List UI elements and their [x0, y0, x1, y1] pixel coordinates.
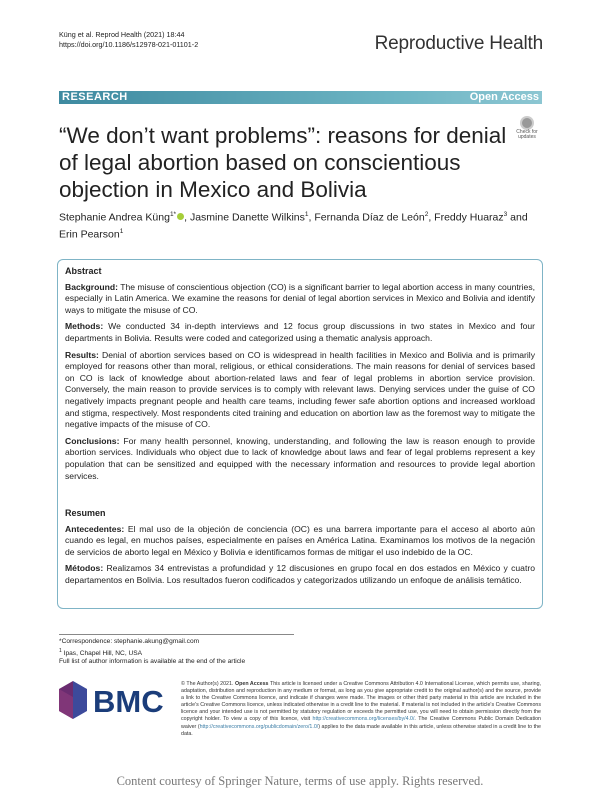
section-label: RESEARCH — [62, 91, 128, 103]
journal-name: Reproductive Health — [374, 33, 543, 54]
resumen-antecedentes — [65, 524, 535, 559]
full-list-note: Full list of author information is available at the end of the article — [59, 658, 246, 666]
courtesy-note: Content courtesy of Springer Nature, terms of use apply. Rights reserved. — [116, 774, 484, 788]
section-text: The misuse of conscientious objection (CO) is a significant barrier to legal abortion access in many countries, especially in Latin America. We examine the reasons for denial of legal abortion services in Mexico and Bolivia and identify ways to mitigate the misuse of CO. — [65, 281, 535, 315]
license-lead: © The Author(s) 2021. — [181, 681, 234, 687]
abstract-conclusions — [65, 436, 535, 482]
author-name[interactable]: Stephanie Andrea Küng — [59, 211, 170, 224]
resumen-metodos — [65, 563, 535, 586]
article-title: “We don’t want problems”: reasons for denial of legal abortion based on conscientious objection in Mexico and Bolivia — [59, 123, 507, 202]
abstract-results — [65, 350, 535, 431]
affil-text: Ipas, Chapel Hill, NC, USA — [63, 649, 143, 657]
footnote-divider — [59, 634, 294, 635]
orcid-icon[interactable] — [177, 213, 184, 220]
cc-by-link[interactable]: http://creativecommons.org/licenses/by/4.0/ — [312, 716, 415, 723]
license-text — [181, 681, 541, 738]
author-affil: 1* — [169, 211, 177, 218]
section-text: Denial of abortion services based on CO is widespread in health facilities in Mexico and Bolivia and is primarily employed for reasons other than moral, religious, or ethical considerations. The main reasons for denial of services based on CO is lack of knowledge about abortion-related laws and fear of legal problems in abortion service provision. Conversely, the main reason to provide services is to comply with relevant laws. Denying services under the guise of CO negatively impacts pregnant people and health care teams, including fewer safe abortion options and increased workload and stigma, respectively. Most respondents cited training and education on abortion law as the foremost way to mitigate the negative impacts of the misuse of CO. — [65, 349, 535, 430]
header-citation-block — [59, 30, 198, 50]
check-for-updates-badge[interactable] — [514, 116, 540, 144]
author-name[interactable]: Fernanda Díaz de León — [314, 211, 425, 224]
author-name[interactable]: Erin Pearson — [59, 228, 120, 240]
license-body-3: ) applies to the data made available in this article, unless otherwise stated in a credit line to the data. — [181, 723, 541, 737]
affil-number: 1 — [59, 647, 62, 654]
author-list: Stephanie Andrea Küng$^{1*}$ , Jasmine Danette Wilkins$^1$, Fernanda Díaz de León$^2$, Freddy Huaraz$^3$ and Erin Pearson$^1$ — [59, 211, 528, 240]
bmc-logo-svg — [59, 681, 171, 719]
section-band — [59, 91, 542, 104]
section-label: Conclusions: — [65, 435, 120, 446]
check-updates-text: Check for updates — [516, 129, 538, 140]
author-affil: 1 — [119, 227, 124, 235]
author-affil: 1 — [304, 211, 309, 218]
affiliation — [59, 647, 245, 659]
cc-zero-link[interactable]: http://creativecommons.org/publicdomain/zero/1.0/ — [199, 723, 319, 730]
open-access-bold: Open Access — [235, 681, 269, 687]
license-body-2: . The Creative Commons Public Domain Dedication waiver ( — [181, 716, 541, 730]
section-text: El mal uso de la objeción de conciencia (OC) es una barrera importante para el acceso al aborto aún cuando es legal, en muchos países, especialmente en países en América Latina. Examinamos los motivos de la negación de servicios de aborto legal en México y Bolivia e identificamos formas de mitigar el uso indebido de la OC. — [65, 523, 536, 557]
section-text: We conducted 34 in-depth interviews and 12 focus group discussions in two states in Mexico and four departments in Bolivia. Results were coded and categorized using a thematic analysis approach. — [65, 321, 535, 343]
bmc-logo — [59, 681, 171, 719]
license-body-1: This article is licensed under a Creative Commons Attribution 4.0 International License, which permits use, sharing, adaptation, distribution and reproduction in any medium or format, as long as you give appropriate credit to the original author(s) and the source, provide a link to the Creative Commons licence, and indicate if changes were made. The images or other third party material in this article are included in the article's Creative Commons licence, unless indicated otherwise in a credit line to the material. If material is not included in the article's Creative Commons licence and your intended use is not permitted by statutory regulation or exceeds the permitted use, you will need to obtain permission directly from the copyright holder. To view a copy of this licence, visit — [181, 681, 541, 723]
author-affil: 3 — [503, 211, 508, 218]
abstract-box — [57, 259, 543, 609]
correspondence: *Correspondence: stephanie.akung@gmail.com — [59, 638, 200, 645]
doi-link[interactable]: https://doi.org/10.1186/s12978-021-01101-2 — [59, 40, 199, 49]
open-access-label: Open Access — [469, 91, 539, 103]
bmc-logo-text: BMC — [93, 684, 164, 719]
resumen-heading: Resumen — [65, 508, 106, 519]
section-text: Realizamos 34 entrevistas a profundidad y 12 discusiones en grupo focal en dos estados en México y cuatro departamentos en Bolivia. Los resultados fueron codificados y categorizados utilizando un enfoque de análisis temático. — [65, 563, 535, 586]
author-name[interactable]: Freddy Huaraz — [434, 211, 504, 224]
author-name[interactable]: Jasmine Danette Wilkins — [189, 211, 305, 224]
abstract-background — [65, 282, 535, 317]
abstract-methods — [65, 321, 535, 344]
section-label: Methods: — [65, 321, 104, 332]
abstract-heading: Abstract — [65, 266, 102, 276]
citation: Küng et al. Reprod Health (2021) 18:44 — [59, 30, 185, 39]
section-label: Antecedentes: — [65, 523, 125, 534]
footnotes — [59, 638, 245, 667]
author-affil: 2 — [424, 211, 429, 218]
section-text: For many health personnel, knowing, understanding, and following the law is reason enough to provide abortion services. Individuals who object due to lack of knowledge about laws and fear of legal problems represent a key population that can be sensitized and equipped with the necessary information and resources to provide legal abortion services. — [65, 435, 535, 481]
section-label: Background: — [65, 281, 118, 292]
section-label: Results: — [65, 349, 99, 360]
check-updates-icon — [520, 116, 534, 130]
section-label: Métodos: — [65, 563, 104, 574]
